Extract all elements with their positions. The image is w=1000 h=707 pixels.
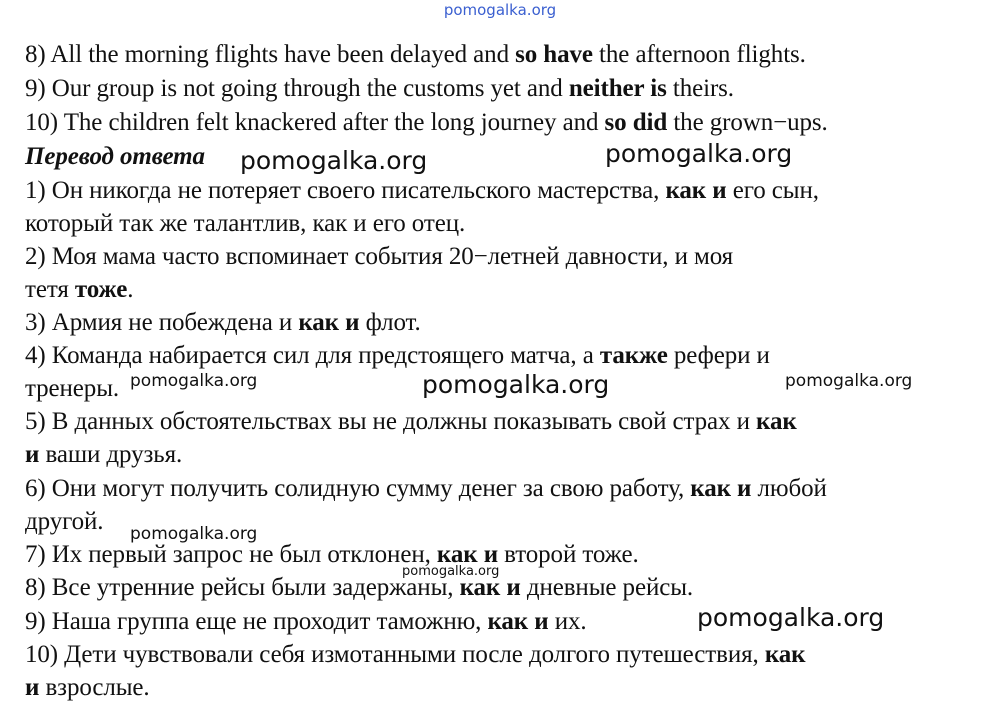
russian-line: 3) Армия не побеждена и как и флот. xyxy=(25,309,421,336)
russian-line: 9) Наша группа еще не проходит таможню, как и их. xyxy=(25,608,587,635)
russian-line: 1) Он никогда не потеряет своего писательского мастерства, как и его сын, xyxy=(25,177,819,204)
watermark: pomogalka.org xyxy=(422,370,610,399)
russian-line: 6) Они могут получить солидную сумму денег за свою работу, как и любой xyxy=(25,475,827,502)
watermark: pomogalka.org xyxy=(130,371,258,391)
russian-line: 8) Все утренние рейсы были задержаны, как и дневные рейсы. xyxy=(25,574,694,601)
english-line-8: 8) All the morning flights have been delayed and so have the afternoon flights. xyxy=(25,41,806,68)
russian-line: 7) Их первый запрос не был отклонен, как и второй тоже. xyxy=(25,541,639,568)
russian-line: 5) В данных обстоятельствах вы не должны показывать свой страх и как xyxy=(25,408,797,435)
russian-line: другой. xyxy=(25,508,104,535)
translation-heading: Перевод ответа xyxy=(25,143,205,170)
watermark: pomogalka.org xyxy=(785,371,913,391)
english-line-9: 9) Our group is not going through the customs yet and neither is theirs. xyxy=(25,75,734,102)
watermark: pomogalka.org xyxy=(605,139,793,168)
russian-line: 2) Моя мама часто вспоминает события 20−летней давности, и моя xyxy=(25,243,734,270)
russian-line: тренеры. xyxy=(25,375,120,402)
english-line-10: 10) The children felt knackered after the long journey and so did the grown−ups. xyxy=(25,109,828,136)
russian-line: и ваши друзья. xyxy=(25,441,183,468)
russian-line: и взрослые. xyxy=(25,674,150,701)
russian-line: 10) Дети чувствовали себя измотанными после долгого путешествия, как xyxy=(25,641,806,668)
watermark: pomogalka.org xyxy=(697,603,885,632)
russian-line: тетя тоже. xyxy=(25,276,134,303)
russian-line: который так же талантлив, как и его отец. xyxy=(25,210,466,237)
top-site-mark: pomogalka.org xyxy=(443,1,557,19)
watermark: pomogalka.org xyxy=(130,524,258,544)
russian-line: 4) Команда набирается сил для предстоящего матча, а также рефери и xyxy=(25,342,770,369)
watermark: pomogalka.org xyxy=(240,146,428,175)
watermark: pomogalka.org xyxy=(402,564,500,579)
